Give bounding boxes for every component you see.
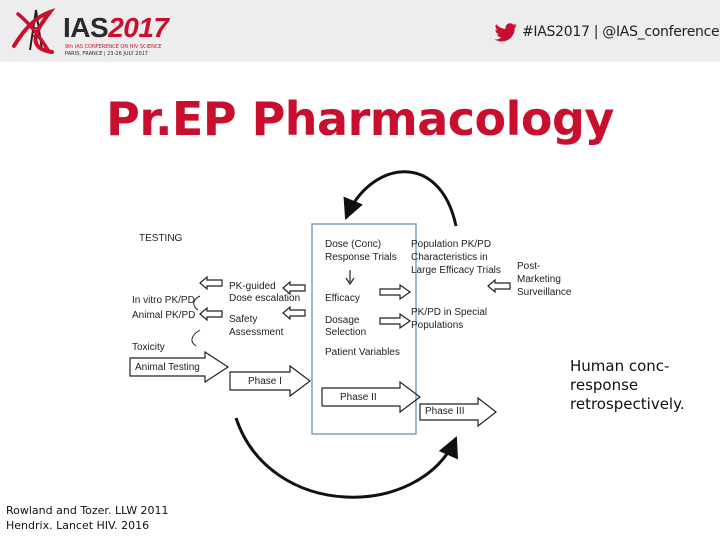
label-efficacy: Efficacy [325, 293, 360, 304]
top-feedback-arrow [346, 172, 456, 226]
safety-arrow [200, 308, 222, 320]
label-surveillance: Surveillance [517, 287, 572, 298]
label-pk-guided-2: Dose escalation [229, 293, 301, 304]
logo-subtitle: 9th IAS CONFERENCE ON HIV SCIENCE [65, 44, 162, 50]
label-in-vitro: In vitro PK/PD [132, 295, 195, 306]
reference-1: Rowland and Tozer. LLW 2011 [6, 504, 169, 517]
label-population-3: Large Efficacy Trials [411, 265, 501, 276]
label-pk-guided-1: PK-guided [229, 281, 276, 292]
logo-location: PARIS, FRANCE | 23-26 JULY 2017 [65, 51, 148, 57]
label-dose-conc: Dose (Conc) [325, 239, 382, 250]
reference-2: Hendrix. Lancet HIV. 2016 [6, 519, 150, 532]
toxicity-link [192, 330, 200, 346]
slide-title: Pr.EP Pharmacology [106, 92, 614, 146]
label-safety-2: Assessment [229, 327, 284, 338]
efficacy-arrow [380, 285, 410, 299]
label-population-2: Characteristics in [411, 252, 488, 263]
label-animal-pkpd: Animal PK/PD [132, 310, 196, 321]
side-note: Human conc-response retrospectively. [570, 357, 685, 413]
references [6, 503, 169, 533]
label-special-1: PK/PD in Special [411, 307, 488, 318]
safety-arrow-2 [283, 307, 305, 319]
label-safety-1: Safety [229, 314, 258, 325]
label-special-2: Populations [411, 320, 464, 331]
pk-guided-arrow [200, 277, 222, 289]
label-marketing: Marketing [517, 274, 561, 285]
bottom-feedback-arrow [236, 418, 456, 497]
label-selection: Selection [325, 327, 367, 338]
label-post: Post- [517, 261, 541, 272]
label-testing: TESTING [139, 233, 183, 244]
label-population-1: Population PK/PD [411, 239, 492, 250]
label-phase2: Phase II [340, 392, 377, 403]
label-patient-variables: Patient Variables [325, 347, 400, 358]
post-marketing-arrow [488, 280, 510, 292]
label-phase3: Phase III [425, 406, 465, 417]
social-handle[interactable]: #IAS2017 | @IAS_conference [522, 24, 720, 40]
label-response-trials: Response Trials [325, 252, 397, 263]
label-toxicity: Toxicity [132, 342, 165, 353]
dose-down-arrow [346, 270, 354, 284]
dosage-arrow [380, 314, 410, 328]
label-phase1: Phase I [248, 376, 282, 387]
label-animal-testing: Animal Testing [135, 362, 200, 373]
label-dosage: Dosage [325, 315, 360, 326]
logo-title: IAS2017 [63, 12, 169, 43]
